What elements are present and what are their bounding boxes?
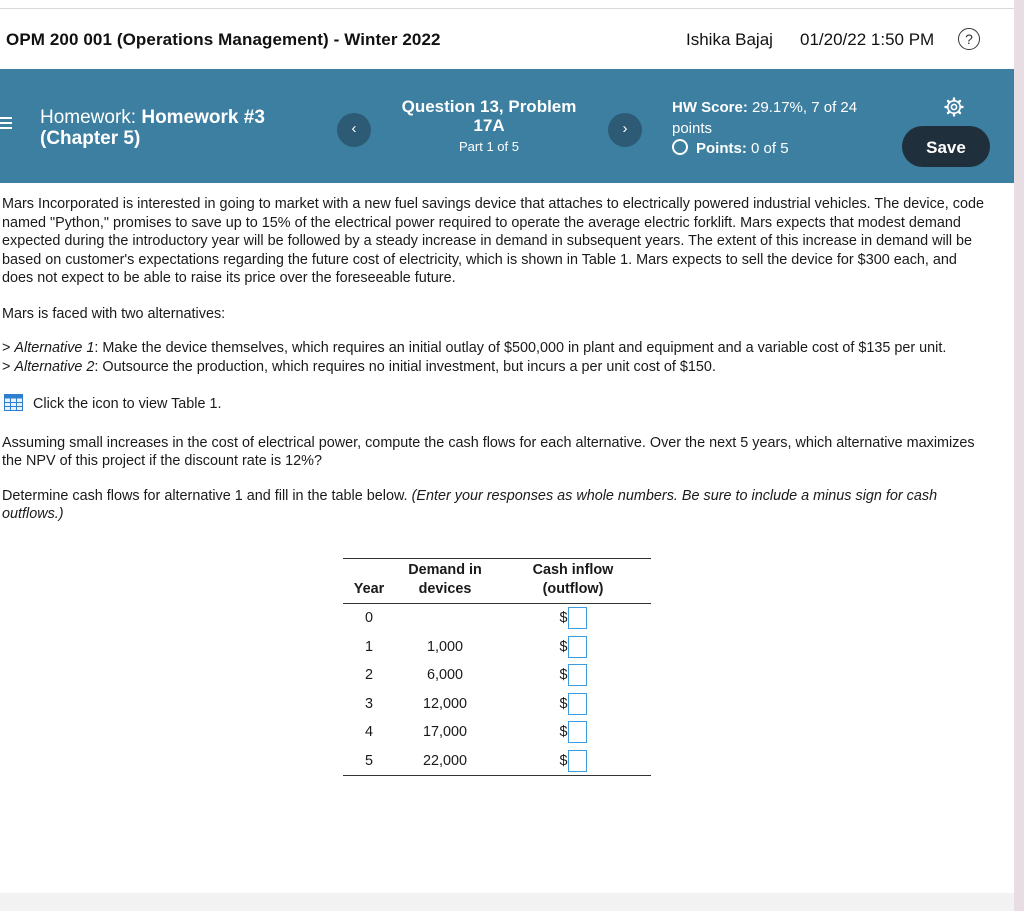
demand-cell: 12,000 [422,695,467,712]
homework-chapter: (Chapter 5) [40,128,141,149]
year-cell: 5 [343,747,395,776]
instruction [2,487,992,524]
cash-cell [495,747,651,776]
cash-flow-input[interactable] [568,664,587,686]
currency-symbol: $ [559,610,568,627]
save-button[interactable]: Save [902,126,990,167]
cash-cell [495,633,651,662]
chevron-left-icon: ‹ [351,120,357,137]
top-strip [0,0,1014,9]
instruction-italic: (Enter your responses as whole numbers. Be sure to include a minus sign for cash outflows.) [2,487,938,522]
question-title: Question 13, Problem 17A [401,97,577,135]
points-label: Points: [696,140,747,157]
demand-cell [395,604,495,633]
table-header-row [343,559,651,604]
currency-symbol: $ [559,667,568,684]
cash-flow-input[interactable] [568,693,587,715]
homework-bar [0,69,1014,183]
cash-cell [495,690,651,719]
course-title: OPM 200 001 (Operations Management) - Winter 2022 [6,30,441,49]
homework-prefix: Homework: [40,107,137,128]
question-part: Part 1 of 5 [459,139,519,154]
currency-symbol: $ [559,752,568,769]
cash-flow-table [343,558,651,776]
cash-cell [495,718,651,747]
table-row [343,604,651,633]
problem-content [2,195,992,524]
question-points [672,139,789,157]
table-row [343,633,651,662]
alt2-text: : Outsource the production, which requires no initial investment, but incurs a per unit cost of $150. [94,358,716,375]
points-value: 0 of 5 [751,140,789,157]
alt1-label: Alternative 1 [14,340,95,356]
next-question-button[interactable] [608,113,642,147]
cash-header: Cash inflow (outflow) [495,559,651,604]
alt1-text: : Make the device themselves, which requires an initial outlay of $500,000 in plant and equipment and a variable cost of $135 per unit. [94,340,947,356]
year-header: Year [343,559,395,604]
alternatives-intro: Mars is faced with two alternatives: [2,305,226,322]
hw-score-value: 29.17%, 7 of 24 points [672,99,858,137]
table-row [343,661,651,690]
alternative-2: > Alternative 2: Outsource the production, which requires no initial investment, but incurs a per unit cost of $150. [2,358,716,375]
table-link-row [2,394,992,414]
table-link-text: Click the icon to view Table 1. [33,396,222,412]
cash-flow-input[interactable] [568,721,587,743]
demand-cell: 22,000 [395,747,495,776]
year-cell: 2 [364,667,373,684]
currency-symbol: $ [559,724,568,741]
instruction-plain: Determine cash flows for alternative 1 and fill in the table below. [2,487,408,504]
cash-flow-input[interactable] [568,636,587,658]
table-row [343,718,651,747]
title-bar [0,9,1014,69]
alternative-1: > Alternative 1: Make the device themselves, which requires an initial outlay of $500,000 in plant and equipment and a variable cost of $135 per unit. [2,340,947,356]
cash-cell [495,604,651,633]
problem-intro: Mars Incorporated is interested in going to market with a new fuel savings device that attaches to electrically powered industrial vehicles. The device, code named "Python," promises to save up to 15% of the electrical power required to operate the average electric forklift. Mars expects that modest demand expected during the introductory year will be followed by a steady increase in demand in subsequent years. The extent of this increase in demand will be based on customer's expectations regarding the future cost of electricity, which is shown in Table 1. Mars expects to sell the device for $300 each, and does not expect to be able to raise its price over the foreseeable future. [2,196,985,286]
bottom-strip [0,893,1014,911]
currency-symbol: $ [559,638,568,655]
year-cell: 0 [364,610,373,627]
demand-cell: 6,000 [426,667,463,684]
year-cell: 3 [364,695,373,712]
previous-question-button[interactable] [337,113,371,147]
datetime: 01/20/22 1:50 PM [800,30,935,49]
gear-icon[interactable] [944,97,964,117]
cash-flow-input[interactable] [568,607,587,629]
demand-cell: 17,000 [422,724,467,741]
circle-icon [672,139,688,155]
year-cell: 4 [364,724,373,741]
hw-score-label: HW Score: [672,99,748,116]
question-text: Assuming small increases in the cost of electrical power, compute the cash flows for each alternative. Over the next 5 years, which alternative maximizes the NPV of this project if the discount rate is 12%? [2,434,975,469]
year-cell: 1 [364,638,373,655]
question-circle-icon[interactable]: ? [958,28,980,50]
homework-name: Homework #3 [141,107,265,128]
alt2-label: Alternative 2 [14,358,95,375]
menu-icon[interactable] [0,117,12,131]
window-edge [1014,0,1024,911]
currency-symbol: $ [559,695,568,712]
user-name: Ishika Bajaj [686,30,773,49]
demand-cell: 1,000 [426,638,463,655]
cash-flow-input[interactable] [568,750,587,772]
chevron-right-icon: › [622,120,628,137]
table-row [343,690,651,719]
cash-cell [495,661,651,690]
demand-header: Demand in devices [395,559,495,604]
homework-label [40,107,320,149]
hw-score [672,97,872,139]
table-row [343,747,651,776]
table-icon[interactable] [4,394,23,411]
